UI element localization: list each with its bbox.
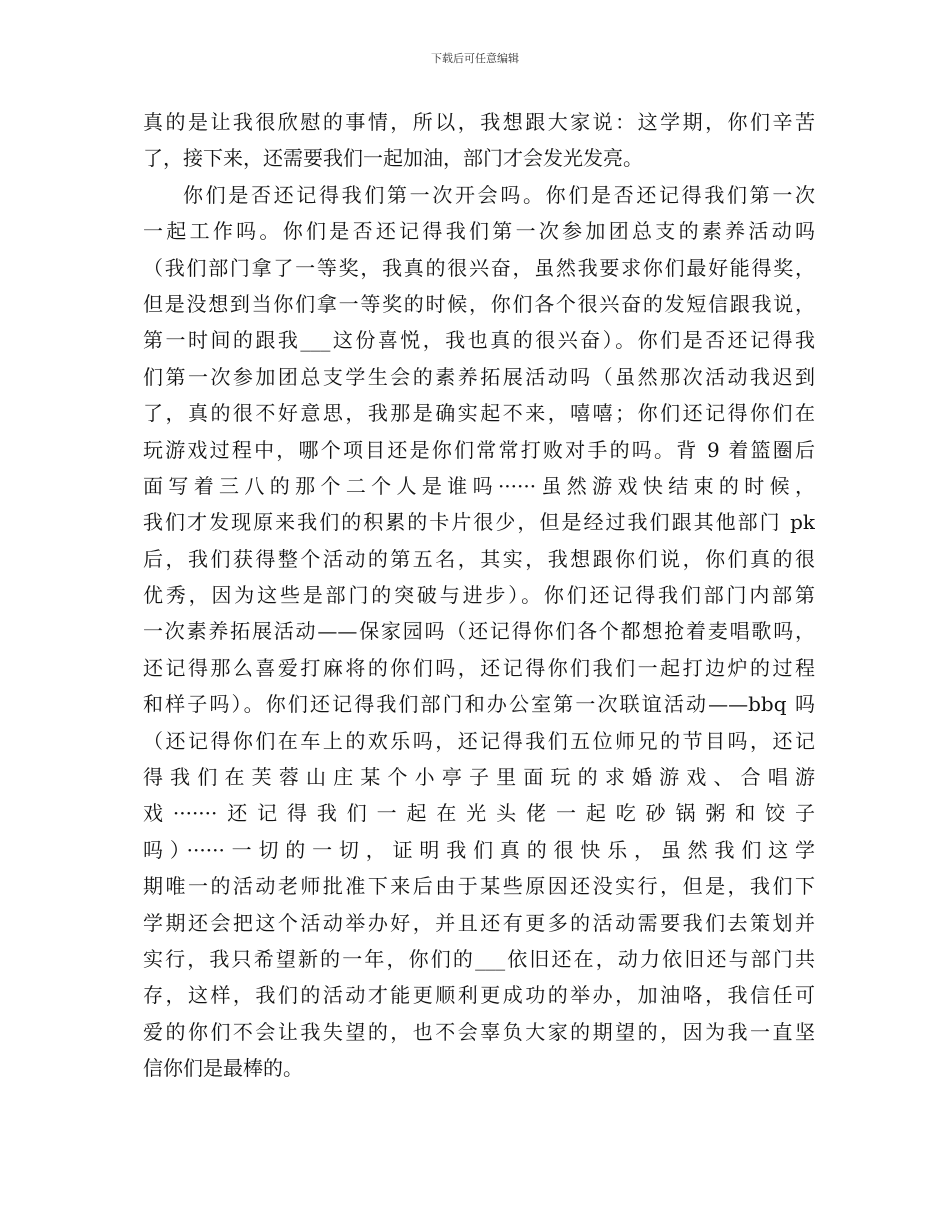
- paragraph: [143, 177, 815, 1087]
- text-line: 优秀，因为这些是部门的突破与进步）。你们还记得我们部门内部第: [143, 583, 815, 608]
- page-header: 下载后可任意编辑: [431, 52, 519, 65]
- paragraph: [143, 104, 815, 177]
- text-line: 还记得那么喜爱打麻将的你们吗，还记得你们我们一起打边炉的过程: [143, 655, 815, 680]
- text-line: 真的是让我很欣慰的事情，所以，我想跟大家说：这学期，你们辛苦: [143, 110, 815, 134]
- text-line: 后，我们获得整个活动的第五名，其实，我想跟你们说，你们真的很: [143, 546, 815, 571]
- text-line: 面写着三八的那个二个人是谁吗······虽然游戏快结束的时候，: [143, 473, 815, 498]
- text-line: 了，真的很不好意思，我那是确实起不来，嘻嘻；你们还记得你们在: [143, 401, 815, 426]
- text-line: 得我们在芙蓉山庄某个小亭子里面玩的求婚游戏、合唱游: [143, 765, 815, 790]
- text-line: 信你们是最棒的。: [143, 1056, 303, 1081]
- text-line: （我们部门拿了一等奖，我真的很兴奋，虽然我要求你们最好能得奖，: [143, 255, 815, 280]
- text-line: 我们才发现原来我们的积累的卡片很少，但是经过我们跟其他部门 pk: [143, 510, 815, 535]
- text-line: 戏·······还记得我们一起在光头佬一起吃砂锅粥和饺子: [143, 801, 815, 826]
- text-line: 一起工作吗。你们是否还记得我们第一次参加团总支的素养活动吗: [143, 219, 815, 244]
- text-line: 期唯一的活动老师批准下来后由于某些原因还没实行，但是，我们下: [143, 874, 815, 899]
- text-line: 但是没想到当你们拿一等奖的时候，你们各个很兴奋的发短信跟我说，: [143, 291, 815, 316]
- text-line: 玩游戏过程中，哪个项目还是你们常常打败对手的吗。背 9 着篮圈后: [143, 437, 815, 462]
- text-line: 了，接下来，还需要我们一起加油，部门才会发光发亮。: [143, 146, 643, 171]
- document-body: [143, 104, 815, 1087]
- text-line: 爱的你们不会让我失望的，也不会辜负大家的期望的，因为我一直坚: [143, 1019, 815, 1044]
- text-line: 学期还会把这个活动举办好，并且还有更多的活动需要我们去策划并: [143, 910, 815, 935]
- text-line: 们第一次参加团总支学生会的素养拓展活动吗（虽然那次活动我迟到: [143, 364, 815, 389]
- text-line: 吗）······一切的一切，证明我们真的很快乐，虽然我们这学: [143, 837, 815, 862]
- text-line: （还记得你们在车上的欢乐吗，还记得我们五位师兄的节目吗，还记: [143, 728, 815, 753]
- text-line: 你们是否还记得我们第一次开会吗。你们是否还记得我们第一次: [183, 182, 815, 207]
- text-line: 实行，我只希望新的一年，你们的___依旧还在，动力依旧还与部门共: [143, 946, 815, 971]
- text-line: 和样子吗）。你们还记得我们部门和办公室第一次联谊活动——bbq 吗: [143, 692, 815, 717]
- text-line: 存，这样，我们的活动才能更顺利更成功的举办，加油咯，我信任可: [143, 983, 815, 1008]
- text-line: 一次素养拓展活动——保家园吗（还记得你们各个都想抢着麦唱歌吗，: [143, 619, 815, 644]
- text-line: 第一时间的跟我___这份喜悦，我也真的很兴奋）。你们是否还记得我: [143, 328, 815, 353]
